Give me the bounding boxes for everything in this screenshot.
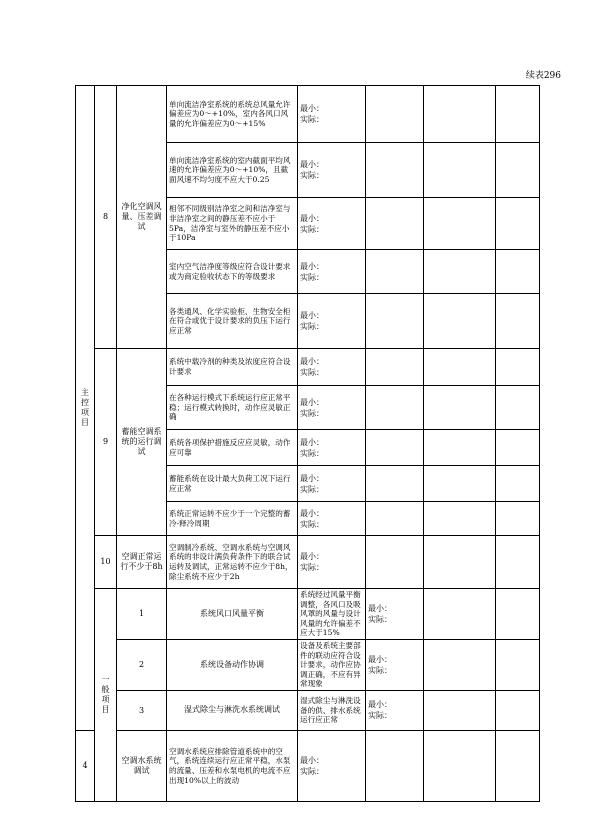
- blank-cell: [496, 430, 540, 466]
- requirement-cell: 系统中载冷剂的种类及浓度应符合设计要求: [167, 349, 298, 386]
- blank-cell: [496, 730, 540, 801]
- item-name: 净化空调风量、压差调试: [117, 86, 167, 349]
- measure-cell: [298, 730, 366, 801]
- requirement-cell: 空调制冷系统、空调水系统与空调风系统的非设计满负荷条件下的联合试运转及调试，正常运转不应少于8h，除尘系统不应少于2h: [167, 536, 298, 589]
- category-label: 一般项目: [101, 674, 110, 714]
- measure-cell: [298, 430, 366, 466]
- blank-cell: [424, 536, 496, 589]
- blank-cell: [496, 536, 540, 589]
- item-number: 8: [95, 86, 117, 349]
- blank-cell: [496, 589, 540, 640]
- blank-cell: [424, 294, 496, 349]
- item-number: 4: [76, 730, 95, 801]
- requirement-cell: 空调水系统应排除管道系统中的空气，系统连续运行应正常平稳，水泵的流量、压差和水泵电机的电流不应出现10%以上的波动: [167, 730, 298, 801]
- blank-cell: [424, 143, 496, 198]
- measure-cell: [298, 86, 366, 143]
- requirement-cell: 系统各项保护措施反应应灵敏，动作应可靠: [167, 430, 298, 466]
- actual-label: 实际：: [368, 711, 392, 721]
- item-name: 湿式除尘与淋洗水系统调试: [167, 690, 298, 730]
- table-row: [76, 589, 540, 640]
- blank-cell: [366, 536, 424, 589]
- blank-cell: [496, 639, 540, 690]
- blank-cell: [366, 86, 424, 143]
- measure-cell: [298, 466, 366, 502]
- measure-cell: [298, 294, 366, 349]
- measure-cell: [298, 250, 366, 294]
- min-label: 最小：: [300, 104, 324, 113]
- requirement-cell: 单向流洁净室系统的室内截面平均风速的允许偏差应为0～+10%，且截面风速不均匀度不应大于0.25: [167, 143, 298, 198]
- min-label: 最小：: [300, 311, 324, 320]
- item-number: 9: [95, 349, 117, 536]
- actual-label: 实际：: [300, 171, 324, 180]
- requirement-cell: 相邻不同级别洁净室之间和洁净室与非洁净室之间的静压差不应小于5Pa，洁净室与室外的静压差不应小于10Pa: [167, 198, 298, 250]
- requirement-cell: 单向流洁净室系统的系统总风量允许偏差应为0～+10%，室内各风口风量的允许偏差应为0～+15%: [167, 86, 298, 143]
- min-label: 最小：: [368, 654, 392, 664]
- min-label: 最小：: [368, 700, 392, 710]
- blank-cell: [424, 430, 496, 466]
- requirement-cell: 室内空气洁净度等级应符合设计要求或为商定验收状态下的等级要求: [167, 250, 298, 294]
- category-cell: [76, 86, 95, 731]
- min-label: 最小：: [368, 603, 392, 613]
- blank-cell: [424, 639, 496, 690]
- blank-cell: [424, 502, 496, 536]
- blank-cell: [424, 730, 496, 801]
- item-number: 1: [117, 589, 167, 640]
- table-row: [76, 349, 540, 386]
- blank-cell: [366, 466, 424, 502]
- blank-cell: [366, 294, 424, 349]
- blank-cell: [366, 430, 424, 466]
- actual-label: 实际：: [300, 322, 324, 331]
- measure-cell: [366, 690, 424, 730]
- actual-label: 实际：: [300, 224, 324, 234]
- blank-cell: [424, 250, 496, 294]
- table-row: [76, 730, 540, 801]
- category-label: 主控项目: [81, 387, 89, 427]
- continuation-label: 续表296: [525, 71, 561, 81]
- blank-cell: [496, 349, 540, 386]
- min-label: 最小：: [300, 160, 324, 169]
- requirement-cell: 湿式除尘与淋洗设备的供、排水系统运行应正常: [298, 690, 366, 730]
- blank-cell: [424, 589, 496, 640]
- blank-cell: [366, 502, 424, 536]
- requirement-cell: 设备及系统主要部件的联动应符合设计要求，动作应协调正确，不应有异常现象: [298, 639, 366, 690]
- requirement-cell: 在各种运行模式下系统运行应正常平稳；运行模式转换时，动作应灵敏正确: [167, 386, 298, 430]
- actual-label: 实际：: [300, 408, 324, 418]
- blank-cell: [366, 250, 424, 294]
- requirement-cell: 各类通风、化学实验柜、生物安全柜在符合或优于设计要求的负压下运行应正常: [167, 294, 298, 349]
- blank-cell: [496, 143, 540, 198]
- actual-label: 实际：: [300, 563, 324, 572]
- min-label: 最小：: [300, 473, 324, 483]
- blank-cell: [424, 690, 496, 730]
- actual-label: 实际：: [300, 272, 324, 282]
- min-label: 最小：: [300, 508, 324, 518]
- item-name: 空调正常运行不少于8h: [117, 536, 167, 589]
- min-label: 最小：: [300, 437, 324, 447]
- actual-label: 实际：: [368, 665, 392, 675]
- measure-cell: [298, 386, 366, 430]
- blank-cell: [366, 386, 424, 430]
- blank-cell: [496, 690, 540, 730]
- blank-cell: [496, 86, 540, 143]
- requirement-cell: 系统正常运转不应少于一个完整的蓄冷-释冷周期: [167, 502, 298, 536]
- blank-cell: [366, 143, 424, 198]
- table-row: [76, 639, 540, 690]
- table-row: [76, 536, 540, 589]
- actual-label: 实际：: [300, 368, 324, 377]
- table-row: [76, 690, 540, 730]
- blank-cell: [496, 198, 540, 250]
- measure-cell: [298, 502, 366, 536]
- measure-cell: [366, 639, 424, 690]
- actual-label: 实际：: [300, 448, 324, 458]
- inspection-table: [75, 85, 540, 802]
- blank-cell: [496, 466, 540, 502]
- item-name: 系统设备动作协调: [167, 639, 298, 690]
- blank-cell: [366, 730, 424, 801]
- item-name: 空调水系统调试: [117, 730, 167, 801]
- blank-cell: [496, 502, 540, 536]
- item-number: 3: [117, 690, 167, 730]
- measure-cell: [298, 198, 366, 250]
- blank-cell: [366, 198, 424, 250]
- blank-cell: [424, 198, 496, 250]
- actual-label: 实际：: [300, 766, 324, 776]
- item-name: 蓄能空调系统的运行调试: [117, 349, 167, 536]
- requirement-cell: 蓄能系统在设计最大负荷工况下运行应正常: [167, 466, 298, 502]
- blank-cell: [424, 386, 496, 430]
- actual-label: 实际：: [300, 519, 324, 529]
- requirement-cell: 系统经过风量平衡调整，各风口及吸风罩的风量与设计风量的允许偏差不应大于15%: [298, 589, 366, 640]
- actual-label: 实际：: [300, 484, 324, 494]
- measure-cell: [298, 536, 366, 589]
- min-label: 最小：: [300, 552, 324, 561]
- min-label: 最小：: [300, 755, 324, 765]
- item-number: 2: [117, 639, 167, 690]
- actual-label: 实际：: [368, 614, 392, 624]
- measure-cell: [366, 589, 424, 640]
- actual-label: 实际：: [300, 115, 324, 124]
- min-label: 最小：: [300, 213, 324, 223]
- min-label: 最小：: [300, 397, 324, 407]
- blank-cell: [496, 250, 540, 294]
- blank-cell: [496, 294, 540, 349]
- blank-cell: [424, 349, 496, 386]
- measure-cell: [298, 349, 366, 386]
- measure-cell: [298, 143, 366, 198]
- category-cell: [95, 589, 117, 802]
- blank-cell: [366, 349, 424, 386]
- min-label: 最小：: [300, 357, 324, 366]
- blank-cell: [424, 86, 496, 143]
- min-label: 最小：: [300, 261, 324, 271]
- table-row: [76, 86, 540, 143]
- blank-cell: [496, 386, 540, 430]
- item-name: 系统风口风量平衡: [167, 589, 298, 640]
- blank-cell: [424, 466, 496, 502]
- item-number: 10: [95, 536, 117, 589]
